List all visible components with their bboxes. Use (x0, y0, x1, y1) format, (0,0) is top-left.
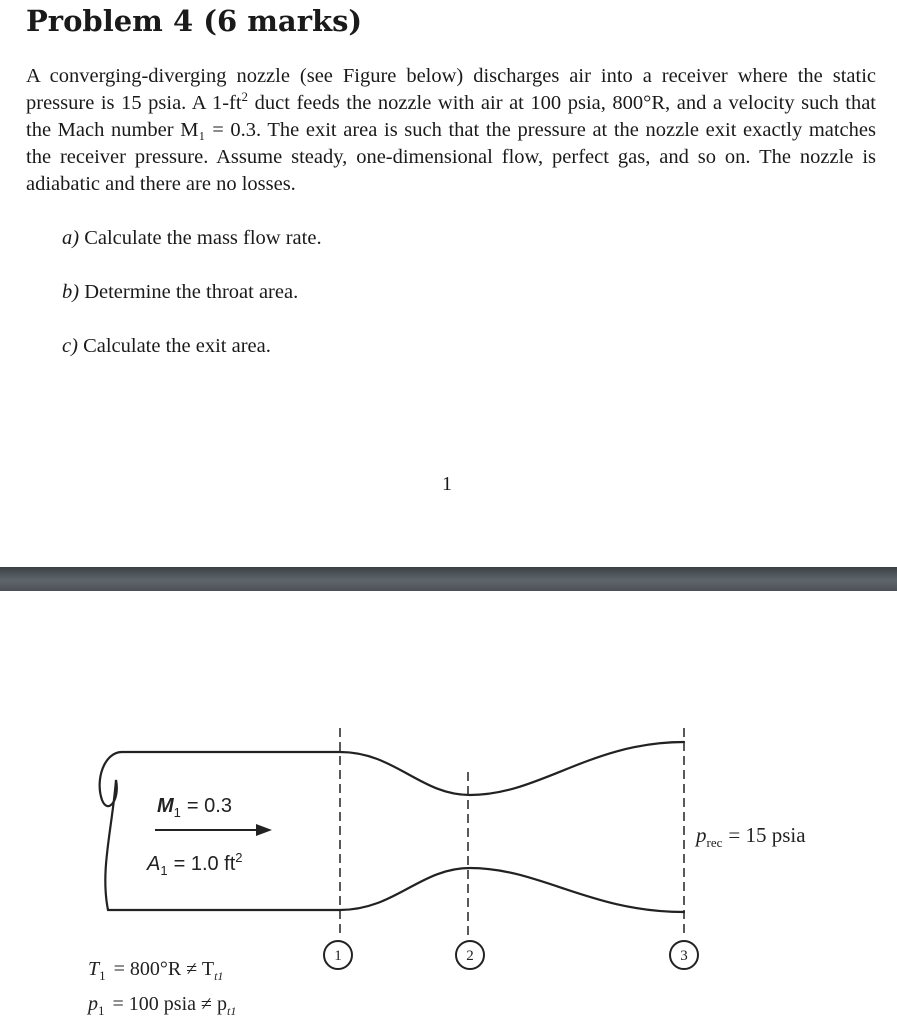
mach-value: = 0.3 (186, 795, 232, 817)
prec-symbol: p (696, 823, 707, 847)
p1-total-sub: t1 (226, 1004, 237, 1018)
mach-label (157, 795, 232, 820)
part-b-text: Determine the throat area. (84, 281, 299, 303)
statement-part2: duct feeds the nozzle with air at 100 psia, 800°R, and a velocity such that the Mach number M₁ = 0.3. The exit area is such that the pressure at the nozzle exit exactly matches the receiver pressure. Assume steady, one-dimensional flow, perfect gas, and so on. The nozzle is adiabatic and there are no losses. (26, 92, 876, 195)
station-2-label: 2 (466, 948, 474, 964)
p1-symbol: p (88, 993, 98, 1015)
area-value: = 1.0 ft (173, 853, 236, 875)
area-sub: 1 (160, 863, 168, 878)
part-c-label: c) (62, 335, 78, 357)
statement-sup: 2 (241, 89, 249, 105)
area-sup: 2 (235, 850, 243, 865)
mach-symbol: M (157, 795, 174, 817)
statement-part1: A converging-diverging nozzle (see Figure below) discharges air into a receiver where the static pressure is 15 psia. A 1-ft (26, 65, 876, 114)
flow-arrow-head (256, 824, 272, 836)
part-a-text: Calculate the mass flow rate. (84, 227, 322, 249)
t1-sub: 1 (99, 968, 106, 983)
p1-value: = 100 psia ≠ p (112, 993, 227, 1015)
area-symbol: A (147, 853, 161, 875)
nozzle-upper-wall (122, 742, 684, 795)
prec-sub: rec (706, 835, 723, 850)
part-a-label: a) (62, 227, 80, 249)
station-1-label: 1 (334, 948, 342, 964)
t1-label (88, 958, 223, 983)
p1-sub: 1 (98, 1003, 105, 1018)
mach-sub: 1 (173, 805, 181, 820)
part-b-label: b) (62, 281, 80, 303)
t1-value: = 800°R ≠ T (113, 958, 215, 980)
t1-symbol: T (88, 958, 100, 980)
part-c-text: Calculate the exit area. (83, 335, 271, 357)
problem-title: Problem 4 (6 marks) (26, 4, 363, 38)
duct-break-curve (100, 752, 122, 910)
t1-total-sub: t1 (214, 969, 224, 983)
area-label (146, 850, 243, 878)
prec-value: = 15 psia (728, 823, 806, 847)
station-3-label: 3 (680, 948, 688, 964)
p1-label (86, 993, 236, 1018)
page-number: 1 (442, 473, 452, 495)
receiver-pressure-label (694, 823, 806, 850)
